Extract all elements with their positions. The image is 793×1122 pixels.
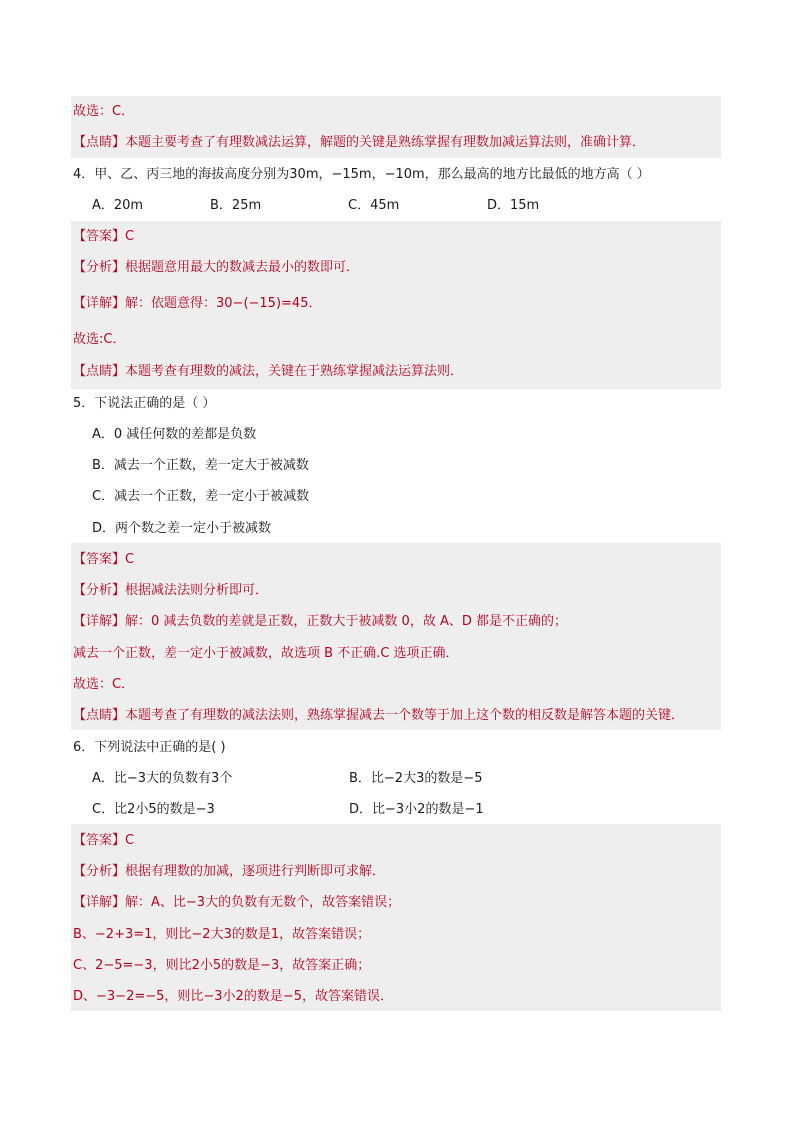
detail-text: 解：依题意得：30−(−15)=45． [125,296,322,311]
chosen-answer-top: 故选：C． [73,104,135,119]
q5-option-a: A．0 减任何数的差都是负数 [92,427,257,442]
q6-analysis [73,863,385,881]
answer-tag: 【答案】 [73,833,126,848]
q6-option-d: D．比−3小2的数是−1 [349,802,484,817]
pointer-tag: 【点睛】 [73,708,126,723]
answer-value: C [125,833,135,848]
detail-tag: 【详解】 [73,296,126,311]
q6-option-c: C．比2小5的数是−3 [92,802,215,817]
q5-analysis [73,582,268,600]
q4-chosen: 故选:C． [73,332,126,347]
answer-tag: 【答案】 [73,229,126,244]
pointer-text: 本题主要考查了有理数减法运算，解题的关键是熟练掌握有理数加减运算法则，准确计算． [125,135,646,150]
answer-tag: 【答案】 [73,552,126,567]
q6-detail-line-2: B、−2+3=1，则比−2大3的数是1，故答案错误； [73,927,371,942]
analysis-tag: 【分析】 [73,864,126,879]
q5-option-c: C．减去一个正数，差一定小于被减数 [92,489,310,504]
pointer-text: 本题考查了有理数的减法法则，熟练掌握减去一个数等于加上这个数的相反数是解答本题的关键． [125,708,685,723]
analysis-tag: 【分析】 [73,583,126,598]
analysis-text: 根据有理数的加减，逐项进行判断即可求解． [125,864,386,879]
q5-option-d: D．两个数之差一定小于被减数 [92,521,272,536]
q4-option-c: C．45m [348,198,400,213]
q6-detail-line-3: C、2−5=−3，则比2小5的数是−3，故答案正确； [73,958,371,973]
detail-tag: 【详解】 [73,895,126,910]
q5-answer [73,551,134,569]
q4-pointer [73,363,463,381]
pointer-line-top [73,134,645,152]
pointer-tag: 【点睛】 [73,364,126,379]
q4-detail [73,295,321,313]
q5-chosen: 故选：C． [73,677,135,692]
q5-detail [73,613,567,631]
analysis-text: 根据减法法则分析即可． [125,583,269,598]
q4-analysis [73,259,359,277]
q6-answer [73,832,134,850]
pointer-tag: 【点睛】 [73,135,126,150]
pointer-text: 本题考查有理数的减法，关键在于熟练掌握减法运算法则． [125,364,464,379]
q5-pointer [73,707,684,725]
q4-stem: 4．甲、乙、丙三地的海拔高度分别为30m，−15m，−10m，那么最高的地方比最低的地方高（ ） [73,167,650,182]
q6-detail-line-4: D、−3−2=−5，则比−3小2的数是−5，故答案错误． [73,989,393,1004]
q4-answer [73,228,134,246]
detail-tag: 【详解】 [73,614,126,629]
answer-value: C [125,552,135,567]
q5-detail-line-2: 减去一个正数，差一定小于被减数，故选项 B 不正确.C 选项正确． [73,646,459,661]
solution-block-q5 [71,543,721,730]
q4-option-d: D．15m [487,198,540,213]
detail-text: 解：A、比−3大的负数有无数个，故答案错误； [125,895,401,910]
q6-stem: 6．下列说法中正确的是( ) [73,740,226,755]
analysis-text: 根据题意用最大的数减去最小的数即可． [125,260,360,275]
q5-stem: 5．下说法正确的是（ ） [73,396,216,411]
solution-block-q6 [71,824,721,1011]
q6-option-a: A．比−3大的负数有3个 [92,771,233,786]
q5-option-b: B．减去一个正数，差一定大于被减数 [92,458,309,473]
answer-value: C [125,229,135,244]
q6-option-b: B．比−2大3的数是−5 [349,771,483,786]
q6-detail [73,894,400,912]
detail-text: 解：0 减去负数的差就是正数，正数大于被减数 0，故 A、D 都是不正确的； [125,614,567,629]
analysis-tag: 【分析】 [73,260,126,275]
q4-option-b: B．25m [210,198,262,213]
q4-option-a: A．20m [92,198,144,213]
